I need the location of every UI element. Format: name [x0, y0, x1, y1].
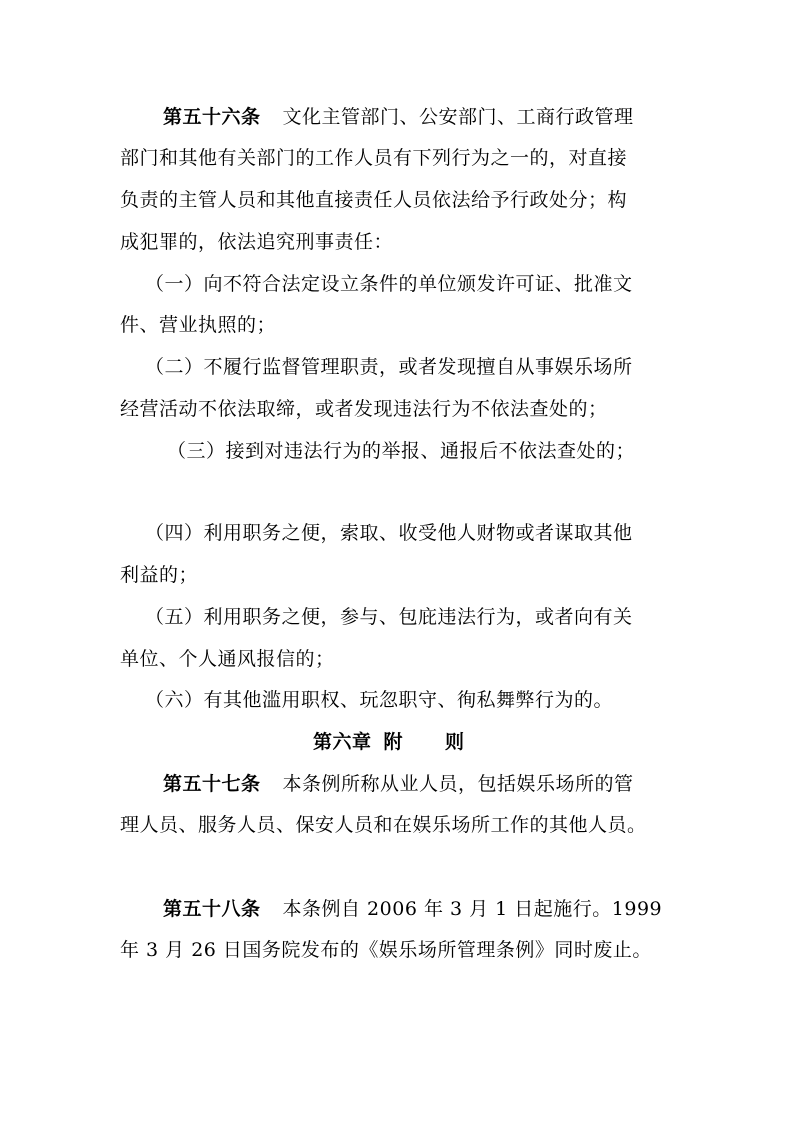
- chapter-6-word-1: 附: [383, 731, 404, 753]
- article-57-line-1: [163, 771, 634, 797]
- article-56-item-4-line-1: （四）利用职务之便，索取、收受他人财物或者谋取其他: [145, 522, 633, 544]
- chapter-6-word-2: 则: [445, 731, 465, 753]
- article-58-text: 本条例自 2006 年 3 月 1 日起施行。1999: [282, 898, 663, 920]
- article-56-item-3: （三）接到对违法行为的举报、通报后不依法查处的；: [167, 440, 636, 462]
- article-56-line-4: 成犯罪的，依法追究刑事责任：: [120, 231, 394, 253]
- article-58-label: 第五十八条: [163, 898, 261, 920]
- article-56-line-2: 部门和其他有关部门的工作人员有下列行为之一的，对直接: [120, 147, 628, 169]
- article-56-item-5-line-1: （五）利用职务之便，参与、包庇违法行为，或者向有关: [145, 606, 633, 628]
- article-56-item-1-line-2: 件、营业执照的；: [120, 314, 277, 336]
- article-57-label: 第五十七条: [163, 773, 261, 795]
- article-56-item-2-line-1: （二）不履行监督管理职责，或者发现擅自从事娱乐场所: [145, 356, 633, 378]
- chapter-6-heading: [313, 729, 465, 755]
- article-58-line-2: 年 3 月 26 日国务院发布的《娱乐场所管理条例》同时废止。: [120, 939, 652, 961]
- article-56-label: 第五十六条: [163, 106, 261, 128]
- chapter-6-label: 第六章: [313, 731, 372, 753]
- article-56-line-1: [163, 104, 634, 130]
- article-56-text: 文化主管部门、公安部门、工商行政管理: [282, 106, 634, 128]
- article-56-line-3: 负责的主管人员和其他直接责任人员依法给予行政处分；构: [120, 189, 628, 211]
- article-57-text: 本条例所称从业人员，包括娱乐场所的管: [282, 773, 634, 795]
- article-56-item-4-line-2: 利益的；: [120, 564, 199, 586]
- article-56-item-5-line-2: 单位、个人通风报信的；: [120, 648, 335, 670]
- article-57-line-2: 理人员、服务人员、保安人员和在娱乐场所工作的其他人员。: [120, 814, 647, 836]
- article-56-item-2-line-2: 经营活动不依法取缔，或者发现违法行为不依法查处的；: [120, 398, 608, 420]
- article-56-item-1-line-1: （一）向不符合法定设立条件的单位颁发许可证、批准文: [145, 273, 633, 295]
- article-56-item-6: （六）有其他滥用职权、玩忽职守、徇私舞弊行为的。: [145, 689, 614, 711]
- article-58-line-1: [163, 896, 662, 922]
